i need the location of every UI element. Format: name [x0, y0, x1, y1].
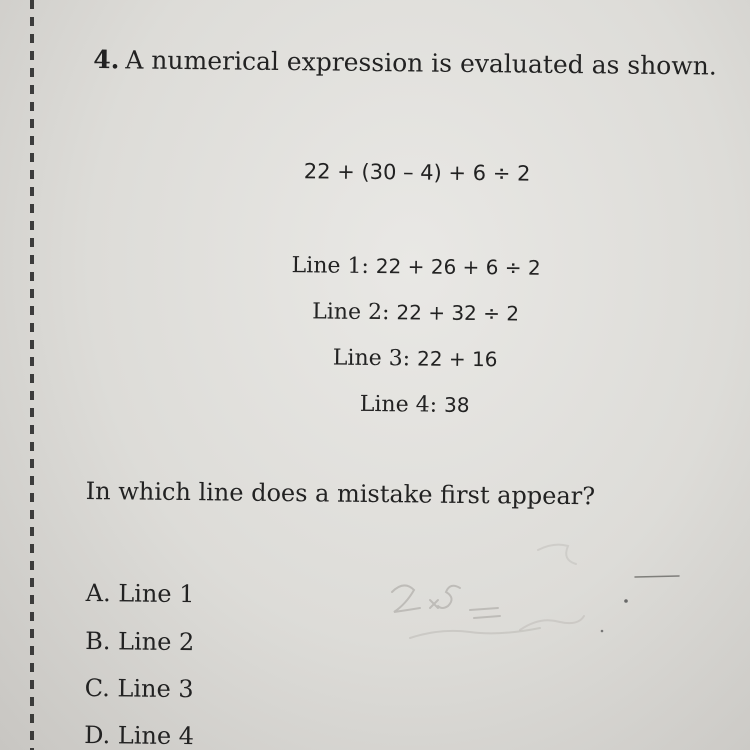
work-line-label: Line 2: — [312, 299, 390, 326]
choice-d[interactable]: D. Line 4 — [84, 720, 195, 750]
work-line-value: 22 + 16 — [416, 346, 498, 372]
question-prompt: In which line does a mistake first appear? — [85, 476, 596, 511]
work-line-value: 22 + 32 ÷ 2 — [396, 300, 520, 326]
work-line-label: Line 1: — [291, 253, 370, 279]
question-number: 4. — [93, 45, 120, 75]
numerical-expression: 22 + (30 – 4) + 6 ÷ 2 — [303, 159, 531, 186]
work-line-3 — [0, 342, 750, 376]
work-line-1 — [1, 250, 750, 284]
choice-b[interactable]: B. Line 2 — [85, 626, 195, 657]
question-stem — [93, 45, 717, 81]
work-line-4 — [0, 388, 750, 422]
work-line-2 — [1, 296, 750, 330]
work-line-label: Line 3: — [332, 345, 411, 372]
work-line-value: 22 + 26 + 6 ÷ 2 — [375, 254, 541, 280]
choice-a[interactable]: A. Line 1 — [85, 578, 195, 609]
work-line-value: 38 — [443, 392, 470, 417]
question-text: A numerical expression is evaluated as shown. — [125, 45, 717, 81]
choice-c[interactable]: C. Line 3 — [84, 673, 194, 704]
work-line-label: Line 4: — [359, 391, 438, 418]
pencil-scribble — [370, 530, 690, 680]
